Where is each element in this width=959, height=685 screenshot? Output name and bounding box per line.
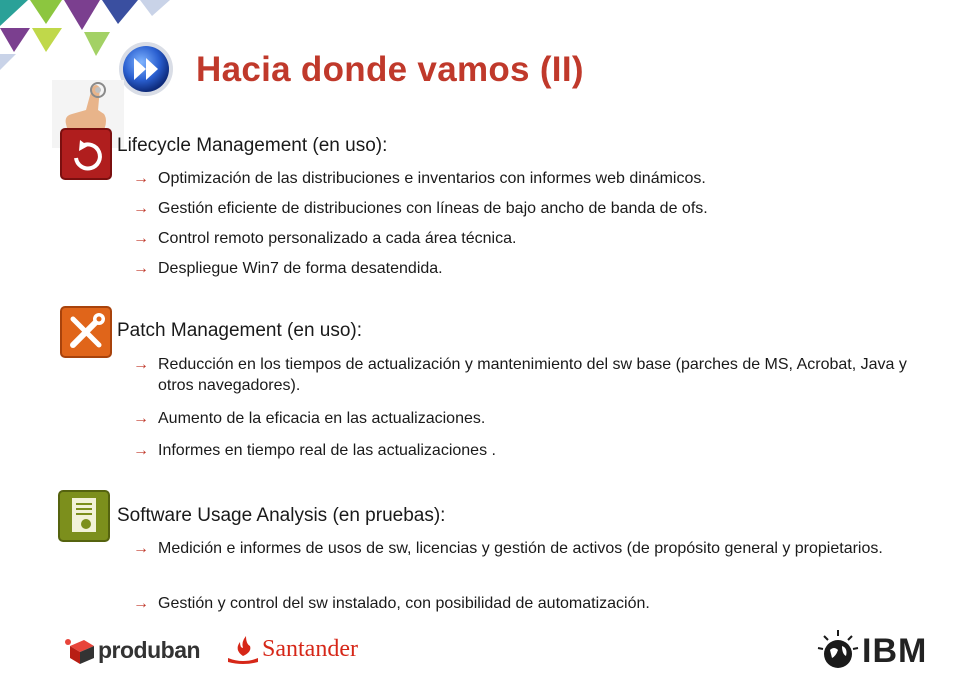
fast-forward-icon <box>117 40 175 98</box>
lifecycle-refresh-icon <box>60 128 112 180</box>
list-item: → Despliegue Win7 de forma desatendida. <box>133 260 443 277</box>
santander-logo-text: Santander <box>262 636 358 662</box>
smarter-planet-globe-icon <box>816 628 860 672</box>
arrow-right-icon: → <box>133 356 149 373</box>
list-item: → Gestión y control del sw instalado, con posibilidad de automatización. <box>133 595 650 612</box>
list-item: → Optimización de las distribuciones e inventarios con informes web dinámicos. <box>133 170 706 187</box>
page-title: Hacia donde vamos (II) <box>196 50 584 89</box>
list-item: → Medición e informes de usos de sw, licencias y gestión de activos (de propósito general y propietarios. <box>133 540 883 557</box>
list-item: → Control remoto personalizado a cada área técnica. <box>133 230 517 247</box>
section-heading-patch: Patch Management (en uso): <box>117 320 363 341</box>
santander-flame-icon <box>226 634 260 664</box>
arrow-right-icon: → <box>133 230 149 247</box>
arrow-right-icon: → <box>133 260 149 277</box>
arrow-right-icon: → <box>133 410 149 427</box>
produban-logo-text: produban <box>98 637 201 663</box>
list-item: → Reducción en los tiempos de actualización y mantenimiento del sw base (parches de MS, Acrobat, Java y otros navegadores). <box>133 356 907 394</box>
arrow-right-icon: → <box>133 170 149 187</box>
section-heading-usage: Software Usage Analysis (en pruebas): <box>117 505 446 526</box>
arrow-right-icon: → <box>133 540 149 557</box>
list-item: → Informes en tiempo real de las actualizaciones . <box>133 442 496 459</box>
list-item: → Aumento de la eficacia en las actualizaciones. <box>133 410 486 427</box>
arrow-right-icon: → <box>133 200 149 217</box>
section-heading-lifecycle: Lifecycle Management (en uso): <box>117 135 388 156</box>
list-item: → Gestión eficiente de distribuciones con líneas de bajo ancho de banda de ofs. <box>133 200 708 217</box>
tools-wrench-icon <box>60 306 112 358</box>
report-document-icon <box>58 490 110 542</box>
arrow-right-icon: → <box>133 595 149 612</box>
ibm-logo-text: IBM <box>862 632 928 670</box>
produban-logo-icon <box>64 636 96 666</box>
arrow-right-icon: → <box>133 442 149 459</box>
